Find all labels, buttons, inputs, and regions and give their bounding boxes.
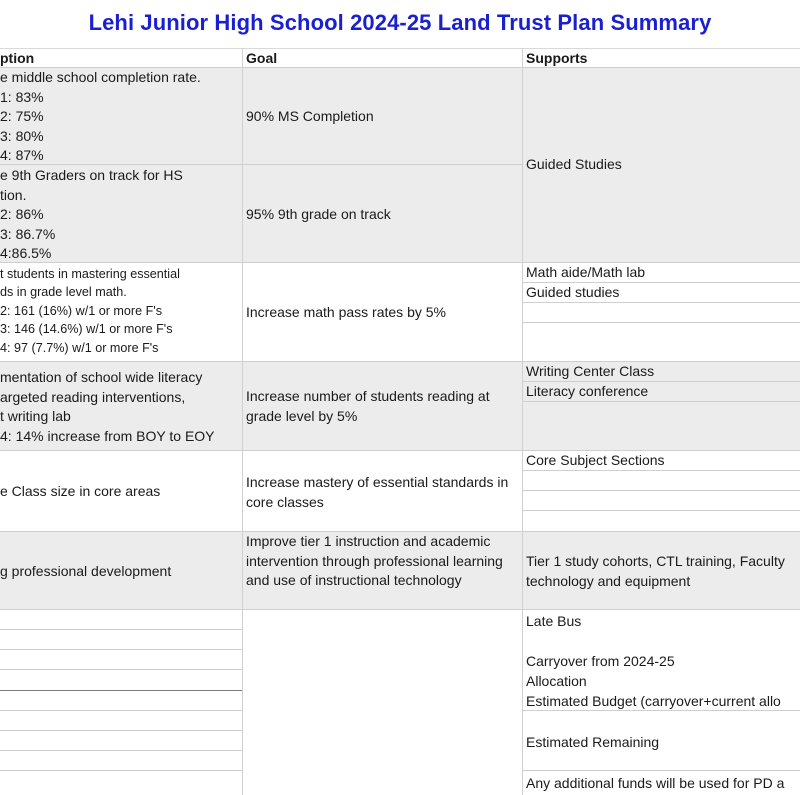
supports-cell: Guided Studies — [526, 156, 622, 172]
description-cell — [0, 166, 183, 264]
allocation-cell: Allocation — [526, 673, 587, 689]
description-line: 3: 86.7% — [0, 225, 56, 242]
description-cell — [0, 68, 201, 166]
description-line: 4: 14% increase from BOY to EOY — [0, 427, 215, 444]
supports-cell: Guided studies — [526, 284, 620, 300]
supports-line: technology and equipment — [526, 572, 691, 589]
description-line: 3: 80% — [0, 127, 44, 144]
description-line: t students in mastering essential — [0, 267, 180, 281]
goal-cell: 90% MS Completion — [246, 108, 374, 124]
goal-cell: Increase number of students reading at grade level by 5% — [246, 388, 490, 424]
grid-line-dark — [0, 690, 242, 691]
grid-line — [0, 770, 242, 771]
column-divider-goal — [242, 48, 243, 795]
grid-line — [0, 629, 242, 630]
additional-funds-cell: Any additional funds will be used for PD a — [526, 775, 785, 791]
description-cell — [0, 368, 215, 446]
carryover-cell: Carryover from 2024-25 — [526, 653, 675, 669]
description-line: e middle school completion rate. — [0, 69, 201, 85]
goal-cell: Improve tier 1 instruction and academic intervention through professional learning and use of instructional technology — [246, 533, 503, 589]
goal-cell: Increase math pass rates by 5% — [246, 304, 446, 320]
header-goal: Goal — [246, 50, 278, 66]
grid-line — [0, 710, 242, 711]
description-line: 2: 86% — [0, 206, 44, 223]
estimated-budget-cell: Estimated Budget (carryover+current allo — [526, 693, 781, 709]
description-line: 4: 87% — [0, 147, 44, 164]
description-line: t writing lab — [0, 408, 71, 425]
grid-line — [0, 730, 242, 731]
title-band — [0, 0, 800, 49]
header-description: ption — [0, 50, 35, 66]
column-divider-supports — [522, 48, 523, 795]
supports-cell: Math aide/Math lab — [526, 264, 646, 280]
description-line: argeted reading interventions, — [0, 388, 186, 405]
supports-cell: Writing Center Class — [526, 363, 655, 379]
estimated-remaining-cell: Estimated Remaining — [526, 734, 660, 750]
description-cell — [0, 265, 180, 357]
row-separator — [0, 450, 800, 451]
description-line: 3: 146 (14.6%) w/1 or more F's — [0, 322, 173, 337]
page-title: Lehi Junior High School 2024-25 Land Trust Plan Summary — [88, 10, 712, 35]
grid-line — [0, 669, 242, 670]
description-line: 4:86.5% — [0, 245, 52, 262]
description-line: e 9th Graders on track for HS — [0, 167, 183, 183]
supports-cell: Literacy conference — [526, 383, 649, 399]
grid-line — [522, 322, 800, 323]
late-bus-cell: Late Bus — [526, 613, 582, 629]
description-cell: e Class size in core areas — [0, 483, 161, 499]
supports-cell: Core Subject Sections — [526, 452, 665, 468]
description-line: mentation of school wide literacy — [0, 369, 203, 385]
description-line: 4: 97 (7.7%) w/1 or more F's — [0, 340, 159, 355]
grid-line — [522, 490, 800, 491]
supports-line: Tier 1 study cohorts, CTL training, Faculty — [526, 553, 785, 569]
goal-cell: Increase mastery of essential standards in core classes — [246, 474, 509, 510]
description-line: ds in grade level math. — [0, 285, 127, 300]
grid-line — [522, 770, 800, 771]
description-line: 1: 83% — [0, 88, 44, 105]
grid-line — [522, 510, 800, 511]
header-row — [0, 48, 800, 68]
header-supports: Supports — [526, 50, 588, 66]
goal-cell: 95% 9th grade on track — [246, 206, 391, 222]
row-separator — [0, 361, 800, 362]
description-line: 2: 75% — [0, 108, 44, 125]
description-line: 2: 161 (16%) w/1 or more F's — [0, 303, 162, 318]
grid-line — [0, 750, 242, 751]
description-line: tion. — [0, 186, 27, 203]
row-separator — [0, 609, 800, 610]
description-cell: g professional development — [0, 563, 172, 579]
supports-cell — [526, 552, 785, 591]
grid-line — [0, 649, 242, 650]
